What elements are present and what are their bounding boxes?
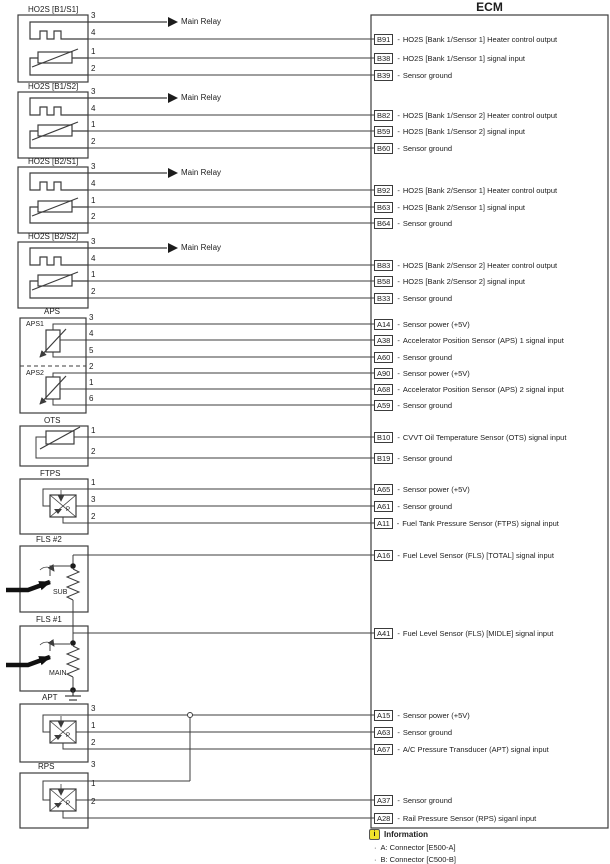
ecm-pin-id: B83 bbox=[374, 260, 393, 271]
ecm-pin-id: B82 bbox=[374, 110, 393, 121]
ecm-pin-row bbox=[374, 367, 470, 379]
separator: - bbox=[397, 143, 400, 153]
ecm-pin-id: B64 bbox=[374, 218, 393, 229]
ecm-pin-desc: Rail Pressure Sensor (RPS) siganl input bbox=[402, 813, 537, 823]
pressure-letter: P bbox=[66, 733, 71, 739]
main-relay-arrow-icon bbox=[168, 17, 178, 27]
sensor-part-label: SUB bbox=[53, 589, 68, 596]
separator: - bbox=[397, 110, 400, 120]
ecm-pin-row bbox=[374, 52, 525, 64]
ecm-pin-row bbox=[374, 431, 566, 443]
float-lever-icon bbox=[6, 582, 50, 590]
ecm-pin-row bbox=[374, 483, 470, 495]
ecm-pin-row bbox=[374, 69, 452, 81]
pin-number-label: 4 bbox=[89, 329, 94, 338]
ecm-pin-id: A28 bbox=[374, 813, 393, 824]
ecm-pin-id: A61 bbox=[374, 501, 393, 512]
main-relay-arrow-icon bbox=[168, 243, 178, 253]
ecm-pin-row bbox=[374, 794, 452, 806]
ecm-pin-row bbox=[374, 259, 557, 271]
heater-icon bbox=[30, 173, 88, 190]
aps-symbol bbox=[20, 318, 86, 413]
pin-number-label: 3 bbox=[91, 237, 96, 246]
sensor-title: FLS #2 bbox=[36, 535, 62, 544]
ecm-pin-desc: HO2S [Bank 2/Sensor 1] signal input bbox=[402, 202, 526, 212]
separator: - bbox=[397, 550, 400, 560]
ecm-pin-id: B39 bbox=[374, 70, 393, 81]
ecm-pin-id: B63 bbox=[374, 202, 393, 213]
pin-number-label: 1 bbox=[91, 196, 96, 205]
info-title: Information bbox=[384, 830, 428, 839]
pin-number-label: 1 bbox=[91, 478, 96, 487]
ecm-pin-row bbox=[374, 318, 470, 330]
pin-number-label: 2 bbox=[91, 64, 96, 73]
sensor-part-label: APS1 bbox=[26, 321, 44, 328]
info-icon: i bbox=[369, 829, 380, 840]
ecm-pin-row bbox=[374, 812, 536, 824]
ecm-pin-row bbox=[374, 201, 525, 213]
separator: - bbox=[397, 352, 400, 362]
pin-number-label: 4 bbox=[91, 254, 96, 263]
pin-number-label: 1 bbox=[91, 779, 96, 788]
pin-number-label: 2 bbox=[89, 362, 94, 371]
ecm-pin-row bbox=[374, 726, 452, 738]
ecm-pin-id: B10 bbox=[374, 432, 393, 443]
separator: - bbox=[397, 453, 400, 463]
sensor-title: HO2S [B2/S2] bbox=[28, 232, 79, 241]
pin-number-label: 4 bbox=[91, 28, 96, 37]
ecm-pin-desc: CVVT Oil Temperature Sensor (OTS) signal input bbox=[402, 432, 567, 442]
ecm-pin-row bbox=[374, 351, 452, 363]
ecm-pin-id: A68 bbox=[374, 384, 393, 395]
ecm-pin-desc: Sensor ground bbox=[402, 453, 453, 463]
float-lever-icon bbox=[6, 657, 50, 665]
separator: - bbox=[397, 744, 400, 754]
ecm-pin-id: A41 bbox=[374, 628, 393, 639]
ecm-pin-id: B38 bbox=[374, 53, 393, 64]
ecm-pin-row bbox=[374, 125, 525, 137]
ecm-pin-id: A14 bbox=[374, 319, 393, 330]
ecm-pin-row bbox=[374, 399, 452, 411]
ecm-pin-desc: HO2S [Bank 2/Sensor 1] Heater control output bbox=[402, 185, 558, 195]
ecm-pin-desc: HO2S [Bank 2/Sensor 2] Heater control output bbox=[402, 260, 558, 270]
main-relay-arrow-icon bbox=[168, 168, 178, 178]
ftps-symbol bbox=[20, 479, 88, 534]
separator: - bbox=[397, 319, 400, 329]
pin-number-label: 1 bbox=[91, 721, 96, 730]
junction-dot bbox=[70, 640, 76, 646]
separator: - bbox=[397, 795, 400, 805]
ecm-pin-row bbox=[374, 743, 549, 755]
ecm-pin-row bbox=[374, 292, 452, 304]
ecm-pin-id: A15 bbox=[374, 710, 393, 721]
wires bbox=[73, 39, 375, 818]
info-item-text: B: Connector [C500-B] bbox=[380, 855, 456, 864]
pin-number-label: 5 bbox=[89, 346, 94, 355]
ecm-pin-desc: Fuel Level Sensor (FLS) [TOTAL] signal input bbox=[402, 550, 554, 560]
info-item bbox=[374, 855, 604, 864]
ecm-pin-desc: Accelerator Position Sensor (APS) 2 signal input bbox=[402, 384, 564, 394]
rotation-arrow-icon bbox=[40, 567, 54, 571]
ecm-pin-row bbox=[374, 709, 470, 721]
ecm-pin-desc: Sensor ground bbox=[402, 352, 453, 362]
ecm-pin-row bbox=[374, 109, 557, 121]
ecm-pin-id: A11 bbox=[374, 518, 393, 529]
ecm-pin-desc: A/C Pressure Transducer (APT) signal input bbox=[402, 744, 549, 754]
ecm-pin-desc: Sensor ground bbox=[402, 795, 453, 805]
ecm-pin-id: B33 bbox=[374, 293, 393, 304]
ecm-pin-id: A16 bbox=[374, 550, 393, 561]
ecm-pin-id: A67 bbox=[374, 744, 393, 755]
fls1-symbol bbox=[6, 626, 88, 700]
sensor-title: HO2S [B1/S2] bbox=[28, 82, 79, 91]
separator: - bbox=[397, 484, 400, 494]
ecm-pin-desc: Sensor power (+5V) bbox=[402, 710, 470, 720]
ecm-pin-desc: HO2S [Bank 1/Sensor 2] signal input bbox=[402, 126, 526, 136]
ecm-pin-desc: HO2S [Bank 1/Sensor 2] Heater control output bbox=[402, 110, 558, 120]
sensor-title: OTS bbox=[44, 416, 61, 425]
ecm-pin-id: B59 bbox=[374, 126, 393, 137]
ecm-pin-id: A65 bbox=[374, 484, 393, 495]
sensor-title: HO2S [B2/S1] bbox=[28, 157, 79, 166]
ho2s-b1s1-symbol bbox=[18, 15, 178, 82]
ecm-pin-desc: HO2S [Bank 1/Sensor 1] Heater control output bbox=[402, 34, 558, 44]
ecm-pin-id: A63 bbox=[374, 727, 393, 738]
info-item bbox=[374, 843, 604, 852]
info-item-text: A: Connector [E500-A] bbox=[380, 843, 456, 852]
ecm-pin-row bbox=[374, 334, 564, 346]
separator: - bbox=[397, 400, 400, 410]
separator: - bbox=[397, 368, 400, 378]
heater-icon bbox=[30, 22, 88, 39]
junction-circle bbox=[188, 713, 193, 718]
ecm-pin-id: A60 bbox=[374, 352, 393, 363]
ecm-pin-row bbox=[374, 275, 525, 287]
ecm-pin-id: A90 bbox=[374, 368, 393, 379]
junction-dot bbox=[70, 563, 76, 569]
separator: - bbox=[397, 34, 400, 44]
separator: - bbox=[397, 335, 400, 345]
main-relay-label: Main Relay bbox=[181, 168, 222, 177]
fls2-symbol bbox=[6, 546, 88, 643]
information-section bbox=[369, 829, 604, 864]
separator: - bbox=[397, 53, 400, 63]
main-relay-label: Main Relay bbox=[181, 93, 222, 102]
ecm-pin-desc: HO2S [Bank 1/Sensor 1] signal input bbox=[402, 53, 526, 63]
ots-symbol bbox=[20, 426, 88, 466]
pin-number-label: 2 bbox=[91, 287, 96, 296]
ecm-pin-desc: Sensor ground bbox=[402, 400, 453, 410]
heater-icon bbox=[30, 98, 88, 115]
ecm-pin-row bbox=[374, 217, 452, 229]
sensor-title: RPS bbox=[38, 762, 55, 771]
resistor-zigzag-icon bbox=[67, 569, 79, 600]
ecm-pin-id: B58 bbox=[374, 276, 393, 287]
ecm-pin-desc: Sensor ground bbox=[402, 143, 453, 153]
ecm-pin-id: A38 bbox=[374, 335, 393, 346]
separator: - bbox=[396, 518, 400, 528]
ecm-pin-id: A37 bbox=[374, 795, 393, 806]
pin-number-label: 2 bbox=[91, 212, 96, 221]
separator: - bbox=[397, 813, 400, 823]
pin-number-label: 3 bbox=[91, 495, 96, 504]
bullet: · bbox=[374, 843, 377, 852]
separator: - bbox=[397, 384, 400, 394]
pin-number-label: 2 bbox=[91, 797, 96, 806]
pin-number-label: 1 bbox=[91, 47, 96, 56]
separator: - bbox=[397, 628, 400, 638]
pin-number-label: 3 bbox=[91, 11, 96, 20]
pin-number-label: 2 bbox=[91, 512, 96, 521]
ecm-pin-desc: Sensor power (+5V) bbox=[402, 319, 470, 329]
separator: - bbox=[397, 276, 400, 286]
main-relay-label: Main Relay bbox=[181, 17, 222, 26]
ecm-pin-row bbox=[374, 184, 557, 196]
heater-icon bbox=[30, 248, 88, 265]
ecm-pin-row bbox=[374, 142, 452, 154]
ecm-pin-desc: Sensor power (+5V) bbox=[402, 484, 470, 494]
pin-number-label: 6 bbox=[89, 394, 94, 403]
main-relay-label: Main Relay bbox=[181, 243, 222, 252]
separator: - bbox=[397, 260, 400, 270]
sensor-title: FLS #1 bbox=[36, 615, 62, 624]
pressure-letter: P bbox=[66, 801, 71, 807]
ecm-pin-id: B91 bbox=[374, 34, 393, 45]
ecm-pin-row bbox=[374, 627, 553, 639]
pin-number-label: 3 bbox=[91, 704, 96, 713]
ecm-title: ECM bbox=[476, 0, 503, 14]
sensor-title: HO2S [B1/S1] bbox=[28, 5, 79, 14]
pin-number-label: 1 bbox=[91, 120, 96, 129]
pressure-letter: P bbox=[66, 507, 71, 513]
separator: - bbox=[397, 126, 400, 136]
separator: - bbox=[397, 727, 400, 737]
ecm-pin-desc: Accelerator Position Sensor (APS) 1 signal input bbox=[402, 335, 564, 345]
ecm-pin-desc: Sensor ground bbox=[402, 501, 453, 511]
sensor-title: APT bbox=[42, 693, 58, 702]
separator: - bbox=[397, 293, 400, 303]
separator: - bbox=[397, 710, 400, 720]
ecm-pin-desc: Sensor ground bbox=[402, 293, 453, 303]
sensor-title: APS bbox=[44, 307, 61, 316]
main-relay-arrow-icon bbox=[168, 93, 178, 103]
sensor-part-label: MAIN bbox=[49, 670, 67, 677]
pin-number-label: 1 bbox=[89, 378, 94, 387]
pin-number-label: 1 bbox=[91, 270, 96, 279]
ecm-pin-row bbox=[374, 452, 452, 464]
pin-number-label: 4 bbox=[91, 179, 96, 188]
ecm-pin-id: B19 bbox=[374, 453, 393, 464]
pin-number-label: 3 bbox=[91, 760, 96, 769]
pin-number-label: 2 bbox=[91, 137, 96, 146]
separator: - bbox=[397, 185, 400, 195]
ecm-pin-row bbox=[374, 549, 554, 561]
sensor-part-label: APS2 bbox=[26, 370, 44, 377]
ecm-pin-row bbox=[374, 383, 564, 395]
resistor-zigzag-icon bbox=[67, 646, 79, 677]
ecm-pin-desc: Fuel Tank Pressure Sensor (FTPS) signal input bbox=[402, 518, 559, 528]
ecm-pin-row bbox=[374, 33, 557, 45]
separator: - bbox=[397, 432, 400, 442]
ecm-pin-id: B92 bbox=[374, 185, 393, 196]
ecm-pin-row bbox=[374, 517, 559, 529]
sensor-title: FTPS bbox=[40, 469, 61, 478]
ecm-pin-desc: Sensor ground bbox=[402, 218, 453, 228]
pin-number-label: 2 bbox=[91, 738, 96, 747]
ecm-pin-desc: HO2S [Bank 2/Sensor 2] signal input bbox=[402, 276, 526, 286]
pin-number-label: 3 bbox=[91, 162, 96, 171]
ecm-pin-desc: Sensor power (+5V) bbox=[402, 368, 470, 378]
separator: - bbox=[397, 501, 400, 511]
ecm-pin-row bbox=[374, 500, 452, 512]
ecm-pin-desc: Fuel Level Sensor (FLS) [MIDLE] signal input bbox=[402, 628, 554, 638]
separator: - bbox=[397, 218, 400, 228]
ecm-pin-desc: Sensor ground bbox=[402, 727, 453, 737]
pin-number-label: 4 bbox=[91, 104, 96, 113]
ecm-pin-desc: Sensor ground bbox=[402, 70, 453, 80]
pin-number-label: 3 bbox=[89, 313, 94, 322]
bullet: · bbox=[374, 855, 377, 864]
rotation-arrow-icon bbox=[40, 642, 54, 646]
pin-number-label: 2 bbox=[91, 447, 96, 456]
pin-number-label: 3 bbox=[91, 87, 96, 96]
pin-number-label: 1 bbox=[91, 426, 96, 435]
separator: - bbox=[397, 70, 400, 80]
ecm-pin-id: A59 bbox=[374, 400, 393, 411]
ecm-pin-id: B60 bbox=[374, 143, 393, 154]
separator: - bbox=[397, 202, 400, 212]
